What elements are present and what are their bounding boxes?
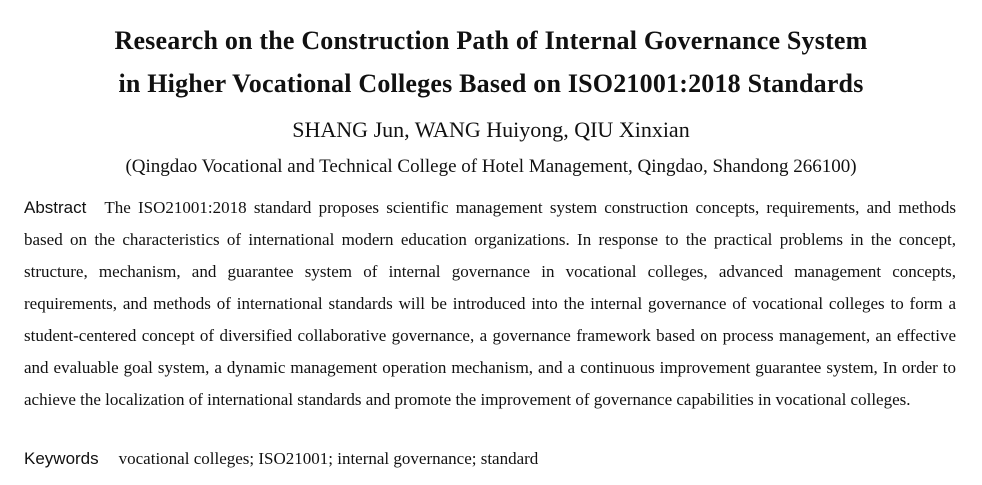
abstract-label: Abstract bbox=[24, 198, 87, 217]
keywords-label: Keywords bbox=[24, 449, 99, 468]
keywords-section bbox=[24, 445, 956, 473]
paper-title-line-1: Research on the Construction Path of Internal Governance System bbox=[114, 26, 868, 55]
abstract-text: The ISO21001:2018 standard proposes scientific management system construction concepts, requirements, and methods based on the characteristics of international modern education organizations. In response to the practical problems in the concept, structure, mechanism, and guarantee system of internal governance in vocational colleges, advanced management concepts, requirements, and methods of international standards will be introduced into the internal governance of vocational colleges to form a student-centered concept of diversified collaborative governance, a governance framework based on process management, an effective and evaluable goal system, a dynamic management operation mechanism, and a continuous improvement guarantee system, In order to achieve the localization of international standards and promote the improvement of governance capabilities in vocational colleges. bbox=[24, 198, 956, 409]
author-affiliation: (Qingdao Vocational and Technical College of Hotel Management, Qingdao, Shandong 266100) bbox=[125, 156, 857, 177]
abstract-section bbox=[24, 192, 956, 416]
keywords-text: vocational colleges; ISO21001; internal governance; standard bbox=[118, 449, 539, 468]
paper-title-line-2: in Higher Vocational Colleges Based on ISO21001:2018 Standards bbox=[118, 69, 864, 98]
author-list: SHANG Jun, WANG Huiyong, QIU Xinxian bbox=[292, 117, 690, 142]
